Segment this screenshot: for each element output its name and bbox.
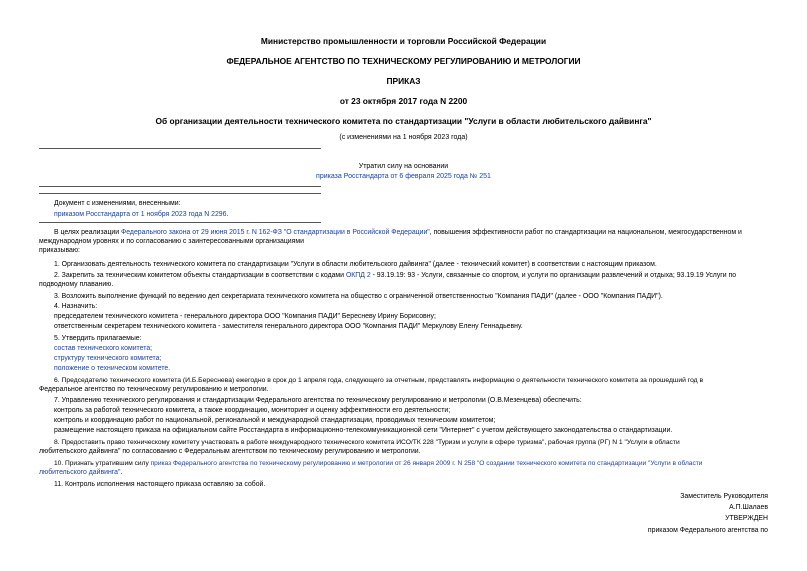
lapsed-link-row	[0, 172, 807, 181]
lapsed-order-link[interactable]: приказа Росстандарта от 6 февраля 2025 года № 251	[316, 173, 491, 180]
lapsed-text: Утратил силу на основании	[358, 163, 449, 170]
signatory-position: Заместитель Руководителя	[680, 493, 768, 500]
committee-structure-link[interactable]: структуру технического комитета;	[54, 355, 162, 362]
intro-text: В целях реализации	[54, 229, 122, 236]
ministry-heading: Министерство промышленности и торговли Российской Федерации	[260, 36, 547, 46]
paragraph-text: .	[120, 469, 123, 476]
paragraph-3: 3. Возложить выполнение функций по ведению дел секретариата технического комитета на общество с ограниченной ответственностью "Компания ПАДИ" (далее - ООО "Компания ПАДИ").	[54, 293, 663, 300]
paragraph-7-item: размещение настоящего приказа на официальном сайте Росстандарта в информационно-телекоммуникационной сети "Интернет" с учетом действующего законодательства о стандартизации.	[54, 427, 673, 434]
paragraph-11: 11. Контроль исполнения настоящего приказа оставляю за собой.	[54, 481, 266, 488]
paragraph-10-cont	[39, 468, 122, 477]
intro-text: международном уровнях и по согласованию с заинтересованными организациями	[39, 238, 304, 245]
committee-composition-link[interactable]: состав технического комитета;	[54, 345, 153, 352]
paragraph-5-item	[54, 354, 161, 363]
committee-regulation-link[interactable]: положение о техническом комитете.	[54, 365, 171, 372]
paragraph-8: 8. Предоставить право техническому комитету участвовать в работе международного технического комитета ИСО/ТК 228 "Туризм и услуги в сфере туризма", рабочая группа (РГ) N 1 "Услуги в области	[54, 439, 680, 446]
paragraph-5-item	[54, 344, 152, 353]
paragraph-6-cont: Федеральное агентство по техническому регулированию и метрологии.	[39, 386, 269, 393]
amendments-row	[54, 210, 228, 219]
signatory-name: А.П.Шалаев	[729, 504, 768, 511]
paragraph-2-cont: подводному плаванию.	[39, 281, 114, 288]
approved-label: УТВЕРЖДЕН	[725, 515, 768, 522]
paragraph-4-chair: председателем технического комитета - генерального директора ООО "Компания ПАДИ" Бересневу Ирину Борисовну;	[54, 313, 436, 320]
approved-by: приказом Федерального агентства по	[647, 527, 768, 534]
paragraph-1: 1. Организовать деятельность технического комитета по стандартизации "Услуги в области любительского дайвинга" (далее - технический комитет) в соответствии с настоящим приказом.	[54, 261, 657, 268]
paragraph-10	[54, 459, 702, 468]
doc-type-heading: ПРИКАЗ	[386, 76, 421, 86]
divider	[39, 222, 321, 223]
paragraph-7-item: контроль за работой технического комитета, а также координацию, мониторинг и оценку эффективности его деятельности;	[54, 407, 451, 414]
intro-paragraph	[54, 228, 742, 237]
okpd2-link[interactable]: ОКПД 2	[345, 272, 371, 279]
divider	[39, 193, 321, 194]
order-verb: приказываю:	[39, 247, 80, 254]
amendment-order-link[interactable]: приказом Росстандарта от 1 ноября 2023 года N 2296	[54, 211, 227, 218]
paragraph-4-secretary: ответственным секретарем технического комитета - заместителя генерального директора ООО "Компания ПАДИ" Меркулову Елену Геннадьевну.	[54, 323, 523, 330]
paragraph-2	[54, 271, 736, 280]
paragraph-text: - 93.19.19: 93 - Услуги, связанные со спортом, и услуги по организации развлечений и отдыха; 93.19.19 Услуги по	[370, 272, 737, 279]
paragraph-5: 5. Утвердить прилагаемые:	[54, 335, 142, 342]
repealed-order-link-cont[interactable]: любительского дайвинга"	[39, 469, 121, 476]
federal-law-link[interactable]: Федерального закона от 29 июня 2015 г. N 162-ФЗ "О стандартизации в Российской Федерации"	[121, 229, 430, 236]
document-title: Об организации деятельности технического комитета по стандартизации "Услуги в области любительского дайвинга"	[155, 116, 652, 126]
agency-heading: ФЕДЕРАЛЬНОЕ АГЕНТСТВО ПО ТЕХНИЧЕСКОМУ РЕГУЛИРОВАНИЮ И МЕТРОЛОГИИ	[226, 56, 581, 66]
intro-text: , повышения эффективности работ по стандартизации на национальном, межгосударственном и	[429, 229, 742, 236]
divider	[39, 148, 321, 149]
paragraph-text: 10. Признать утратившим силу	[54, 460, 151, 467]
paragraph-8-cont: любительского дайвинга" по согласованию с Федеральным агентством по техническому регулированию и метрологии.	[39, 448, 421, 455]
paragraph-text: 2. Закрепить за техническим комитетом объекты стандартизации в соответствии с кодами	[54, 272, 346, 279]
divider	[39, 186, 321, 187]
amendment-link-suffix: .	[226, 211, 229, 218]
paragraph-7-item: контроль и координацию работ по национальной, региональной и международной стандартизации, проводимых техническим комитетом;	[54, 417, 496, 424]
date-number-heading: от 23 октября 2017 года N 2200	[339, 96, 468, 106]
repealed-order-link[interactable]: приказ Федерального агентства по техническому регулированию и метрологии от 26 января 2009 г. N 258 "О создании технического комитета по стандартизации "Услуги в области	[150, 460, 703, 467]
changes-note: (с изменениями на 1 ноября 2023 года)	[339, 134, 468, 141]
paragraph-7: 7. Управлению технического регулирования и стандартизации Федерального агентства по техническому регулированию и метрологии (О.В.Мезенцева) обеспечить:	[54, 397, 582, 404]
paragraph-4: 4. Назначить:	[54, 303, 98, 310]
paragraph-5-item	[54, 364, 170, 373]
paragraph-6: 6. Председателю технического комитета (И.Б.Береснева) ежегодно в срок до 1 апреля года, следующего за отчетным, представлять информацию о деятельности технического комитета за прошедший год в	[54, 377, 704, 384]
amendments-label: Документ с изменениями, внесенными:	[54, 200, 181, 207]
